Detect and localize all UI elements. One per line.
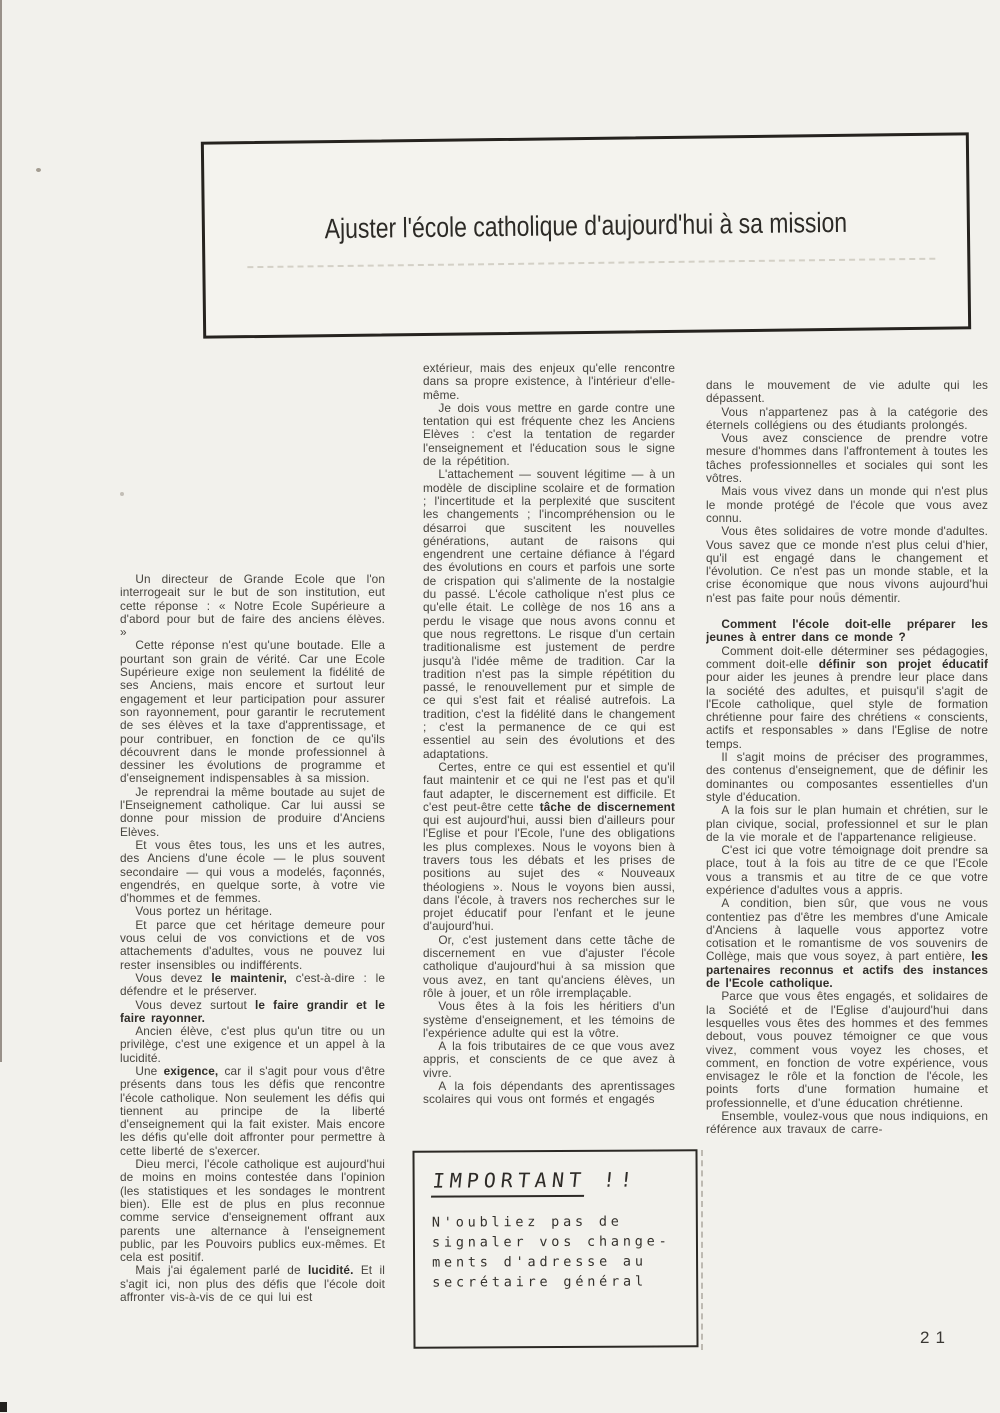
scan-speck [120,492,124,496]
text: A la fois dépendants des aprentissages scolaires qui vous ont formés et engagés [423,1079,675,1107]
text: Vous avez conscience de prendre votre mesure d'hommes dans l'affrontement à toutes les tâches professionnelles et sociales qui sont les vôtres. [706,431,988,486]
text: Et vous êtes tous, les uns et les autres, des Anciens d'une école — le plus souvent secondaire — qui vous a modelés, façonnés, engendrés, en quelque sorte, à votre vie d'hommes et de femmes. [120,837,385,906]
text: Un directeur de Grande Ecole que l'on interrogeait sur le but de son institution, eut cette réponse : « Notre Ecole Supérieure a d'abord pour but de faire des anciens élèves. » [120,572,385,640]
important-heading [431,1167,696,1192]
typewriter-line: secrétaire général [432,1273,647,1291]
bold-text: le maintenir, [211,970,287,985]
bold-text: définir son projet éducatif [818,656,988,671]
text: dans le mouvement de vie adulte qui les dépassent. [706,379,988,406]
paragraph [706,804,988,844]
scan-edge-line [0,0,2,1062]
text: c'est-à-dire : le défendre et le préserver. [120,970,386,999]
paragraph [706,432,988,485]
paragraph [423,402,675,468]
bold-text: exigence, [163,1063,219,1078]
text: A la fois tributaires de ce que vous avez appris, et conscients de ce que avez à vivre. [423,1039,675,1080]
paragraph [706,844,988,897]
important-body [432,1211,696,1292]
text: Certes, entre ce qui est essentiel et qu'il faut maintenir et ce qui ne l'est pas et qu'il faut adapter, le discernement est difficile. Et c'est peut-être cette [423,759,675,814]
text-column-1 [120,573,385,1304]
paragraph [706,1110,988,1137]
scan-crease-line [701,1150,703,1350]
paragraph [120,1158,385,1264]
bold-text: le faire grandir et le faire rayonner. [120,997,385,1025]
paragraph [120,972,385,999]
paragraph [423,1000,675,1040]
article-title-box [201,132,971,338]
text: Cette réponse n'est qu'une boutade. Elle a pourtant son grain de vérité. Car une Ecole Supérieure exige non seulement la fidélité de ses Anciens, mais encore et surtout leur engagement et leur participation pour assurer son rayonnement, pour garantir le recrutement de ses élèves et la taxe d'apprentissage, et pour contribuer, en fonction de ce qu'ils découvrent dans le monde professionnel à dessiner les évolutions de programme et d'enseignement indispensables à sa mission. [120,638,385,786]
paragraph [706,406,988,433]
text: Et parce que cet héritage demeure pour vous celui de vos convictions et de vos attachements d'adultes, vous ne pouvez lui rester insensibles ou indifférents. [120,917,385,972]
text: qui est aujourd'hui, aussi bien d'ailleurs pour l'Eglise et pour l'Ecole, l'une des obligations les plus complexes. Nous le voyons bien à travers tous les débats et les prises de positions au sujet des « Nouveaux théologiens ». Nous le voyons bien aussi, dans l'école, à travers nos recherches sur le projet éducatif pour l'enfant et le jeune d'aujourd'hui. [423,813,675,934]
paragraph [706,645,988,751]
text: Parce que vous êtes engagés, et solidaires de la Société et de l'Eglise d'aujourd'hui dans lesquelles vous êtes des hommes et des femmes debout, vous pouvez témoigner ce que vous vivez, comment vous voyez les choses, et comment, en fonction de votre expérience, vous envisagez le rôle et la fonction de l'école, les points forts d'une formation humaine et professionnelle, et d'une éducation chrétienne. [706,989,988,1110]
text: Dieu merci, l'école catholique est aujourd'hui de moins en moins contestée dans l'opinion (les statistiques et les sondages le montrent bien). Elle est de plus en plus reconnue comme service d'enseignement offrant aux parents une alternance à l'enseignement public, par les Pouvoirs publics eux-mêmes. Et cela est positif. [120,1157,385,1265]
paragraph [423,362,675,402]
text: Or, c'est justement dans cette tâche de discernement en vue d'ajuster l'école catholique d'aujourd'hui à sa mission que vous avez, en tant qu'anciens élèves, un rôle à jouer, et un rôle irremplaçable. [423,932,675,1000]
bold-text: Comment l'école doit-elle préparer les jeunes à entrer dans ce monde ? [706,617,988,645]
paragraph [423,761,675,934]
bold-text: tâche de discernement [539,799,675,814]
text: Une [135,1063,164,1078]
text: Il s'agit moins de préciser des programmes, des contenus d'enseignement, que de définir les dominantes ou composantes essentielles d'un style d'éducation. [706,750,988,804]
text: A condition, bien sûr, que vous ne vous contentiez pas d'être les membres d'une Amicale d'Anciens à laquelle vous apportez votre cotisation et le romantisme de vos souvenirs de Collège, mais que vous soyez, à part entière, [706,896,988,964]
text: Comment doit-elle déterminer ses pédagogies, comment doit-elle [706,643,988,671]
paragraph [706,897,988,990]
typewriter-line: signaler vos change- [431,1233,671,1251]
paragraph [120,573,385,639]
text: Mais j'ai également parlé de [135,1263,308,1278]
paragraph [120,1264,385,1304]
text: Ancien élève, c'est plus qu'un titre ou un privilège, c'est une exigence et un appel à la lucidité. [120,1024,385,1065]
text: pour aider les jeunes à prendre leur place dans la société des adultes, et puisqu'il s'agit de l'Ecole catholique, quel style de formation chrétienne pour faire des chrétiens « conscients, actifs et responsables » dans l'Eglise de notre temps. [706,670,988,751]
text: Ensemble, voulez-vous que nous indiquions, en référence aux travaux de carre- [706,1109,988,1137]
text: Je dois vous mettre en garde contre une tentation qui est fréquente chez les Anciens Elèves : c'est la tentation de regarder l'enseignement et l'éducation sous le signe de la répétition. [423,400,675,469]
important-heading-text: IMPORTANT [431,1168,587,1198]
paragraph [120,786,385,839]
important-notice-box [412,1149,698,1348]
article-title: Ajuster l'école catholique d'aujourd'hui à sa mission [324,206,848,245]
paragraph [706,751,988,804]
paragraph [120,999,385,1026]
paragraph [706,525,988,605]
important-heading-exclamation: !! [584,1167,639,1192]
paragraph [120,639,385,785]
text-column-2 [423,362,675,1107]
text-column-3 [706,379,988,1137]
paragraph [120,905,385,918]
text: Et il s'agit ici, non plus des défis que l'école doit affronter vis-à-vis de ce qui lui est [120,1263,385,1305]
bold-text: lucidité. [307,1263,354,1278]
paragraph [423,468,675,761]
typewriter-line: N'oubliez pas de [431,1213,623,1231]
paragraph [423,934,675,1000]
text: Vous êtes solidaires de votre monde d'adultes. Vous savez que ce monde n'est plus celui d'hier, qu'il est engagé dans le changement et l'évolution. Ce n'est pas un monde stable, et la crise économique que nous vivons aujourd'hui n'est pas faite pour nous démentir. [706,524,988,605]
text: C'est ici que votre témoignage doit prendre sa place, tout à la fois au titre de ce que l'Ecole vous a transmis et au titre de ce que votre expérience d'adultes vous a appris. [706,843,988,897]
text: extérieur, mais des enjeux qu'elle rencontre dans sa propre existence, à l'intérieur d'elle-même. [423,361,675,402]
paragraph [120,839,385,905]
text: Vous n'appartenez pas à la catégorie des éternels collégiens ou des étudiants prolongés. [706,404,988,432]
text: Vous portez un héritage. [135,904,273,919]
text: Je reprendrai la même boutade au sujet de l'Enseignement catholique. Car lui aussi se donne pour mission de produire d'Anciens Elèves. [120,784,385,839]
paragraph [706,485,988,525]
text: Mais vous vivez dans un monde qui n'est plus le monde protégé de l'école que vous avez connu. [706,484,988,525]
paragraph [120,1025,385,1065]
page-number: 21 [920,1328,951,1347]
scan-smudge-line [247,258,935,268]
text: car il s'agit pour vous d'être présents dans tous les défis que rencontre l'école catholique. Non seulement les défis qui tiennent au principe de la liberté d'enseignement qui la fait exister. Mais encore les défis qu'elle doit affronter pour permettre à cette liberté de s'exercer. [120,1063,385,1158]
text: L'attachement — souvent légitime — à un modèle de discipline scolaire et de formation ; l'incertitude et la perplexité que suscitent les changements ; l'incompréhension ou le désarroi que suscitent les nouvelles générations, autant de raisons qui engendrent une certaine défiance à l'égard des évolutions en cours et parfois une sorte de crispation qui s'alimente de la nostalgie du passé. L'école catholique n'est plus ce qu'elle était. Le collège de nos 16 ans a perdu le visage que nous avons connu et que nous regrettons. Le risque d'un certain traditionalisme est justement de perdre jusqu'à l'idée même de tradition. Car la tradition n'est pas la simple répétition du passé, le renouvellement pur et simple de ce qui s'est fait et réalisé autrefois. La tradition, c'est la fidélité dans le changement ; c'est la permanence de ce qui est essentiel au sein des évolutions et des adaptations. [423,467,675,761]
bold-text: les partenaires reconnus et actifs des instances de l'Ecole catholique. [706,949,988,991]
paragraph [706,379,988,406]
typewriter-line: ments d'adresse au [432,1253,647,1271]
text: Vous devez surtout [135,997,256,1012]
text: Vous êtes à la fois les héritiers d'un système d'enseignement, et les témoins de l'expérience adulte qui est la vôtre. [423,999,675,1040]
paragraph [120,919,385,972]
text: Vous devez [135,970,212,985]
paragraph [706,990,988,1110]
scan-speck [36,168,41,172]
paragraph [120,1065,385,1158]
paragraph [423,1040,675,1080]
paragraph [423,1080,675,1107]
paragraph [706,618,988,645]
text: A la fois sur le plan humain et chrétien, sur le plan civique, social, professionnel et sur le plan de la vie morale et de l'appartenance religieuse. [706,803,988,844]
scan-corner-mark [0,1402,7,1412]
